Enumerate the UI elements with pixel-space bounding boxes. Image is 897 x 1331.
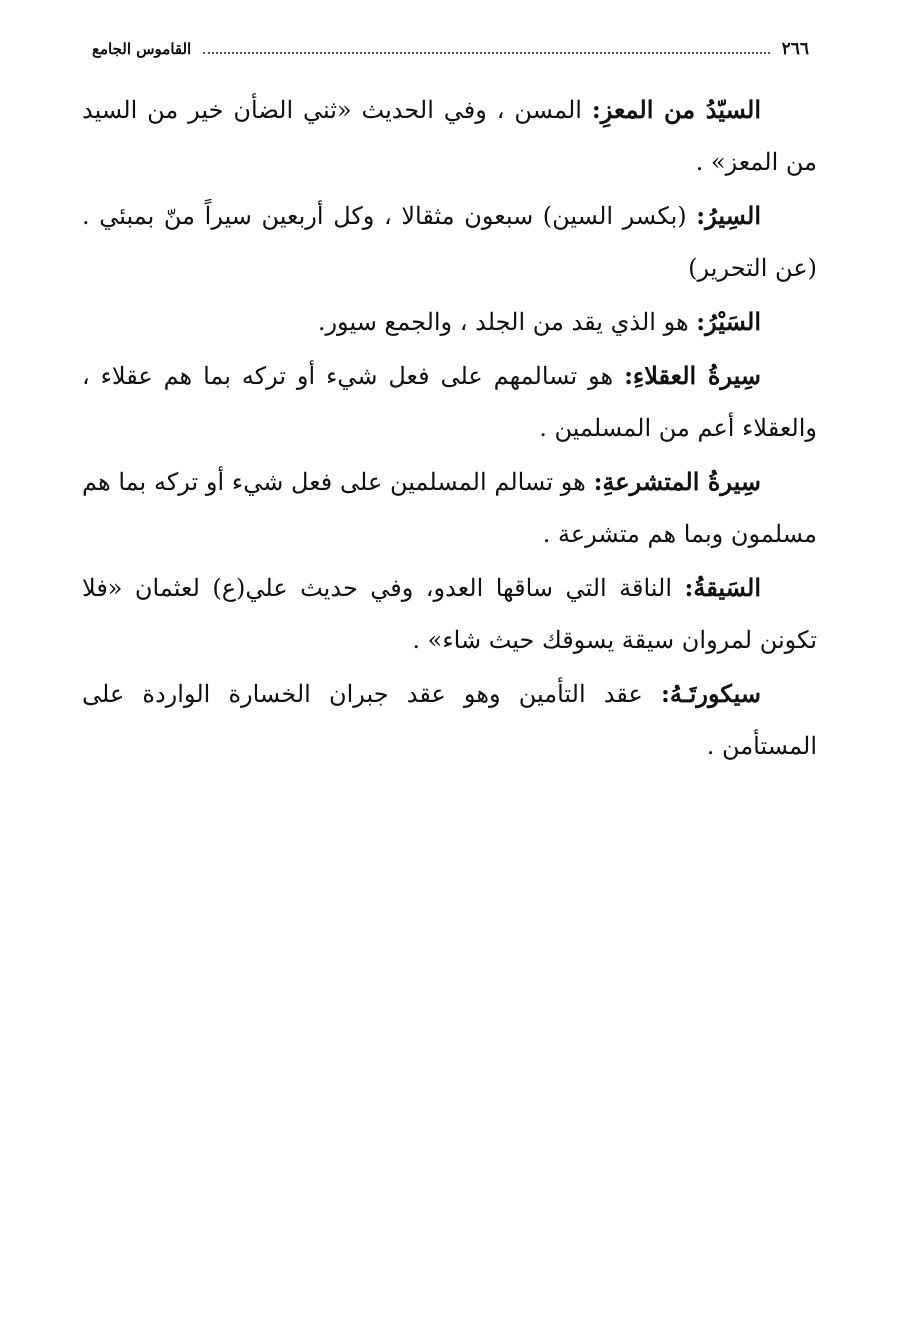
dictionary-entry — [82, 350, 817, 454]
entry-definition: الناقة التي ساقها العدو، وفي حديث علي(ع) لعثمان «فلا تكونن لمروان سيقة يسوقك حيث شاء» . — [82, 574, 817, 654]
entry-headword: السِيرُ: — [696, 201, 761, 230]
entry-headword: سِيرةُ العقلاءِ: — [624, 361, 762, 390]
dictionary-entry — [82, 456, 817, 560]
dictionary-entry — [82, 296, 817, 348]
entry-definition: (بكسر السين) سبعون مثقالا ، وكل أربعين سيراً منّ بمبئي . (عن التحرير) — [82, 202, 817, 282]
entry-definition: هو الذي يقد من الجلد ، والجمع سيور. — [317, 308, 697, 336]
entry-headword: السَيقةُ: — [684, 573, 761, 602]
entry-headword: السيّدُ من المعزِ: — [591, 95, 761, 124]
leader-dots — [203, 50, 769, 54]
entry-definition: المسن ، وفي الحديث «ثني الضأن خير من السيد من المعز» . — [82, 96, 817, 176]
entry-definition: هو تسالم المسلمين على فعل شيء أو تركه بما هم مسلمون وبما هم متشرعة . — [82, 468, 817, 548]
entry-headword: سيكورتَـهُ: — [660, 679, 761, 708]
entry-headword: السَيْرُ: — [696, 307, 761, 336]
entry-definition: هو تسالمهم على فعل شيء أو تركه بما هم عقلاء ، والعقلاء أعم من المسلمين . — [82, 362, 817, 442]
page-number: ٢٦٦ — [781, 39, 809, 59]
entry-definition: عقد التأمين وهو عقد جبران الخسارة الواردة على المستأمن . — [82, 680, 817, 760]
entries-list — [82, 84, 817, 774]
running-title: القاموس الجامع — [92, 40, 192, 58]
running-head — [92, 34, 809, 64]
dictionary-entry — [82, 668, 817, 772]
dictionary-entry — [82, 190, 817, 294]
dictionary-entry — [82, 562, 817, 666]
entry-headword: سِيرةُ المتشرعةِ: — [593, 467, 761, 496]
dictionary-entry — [82, 84, 817, 188]
